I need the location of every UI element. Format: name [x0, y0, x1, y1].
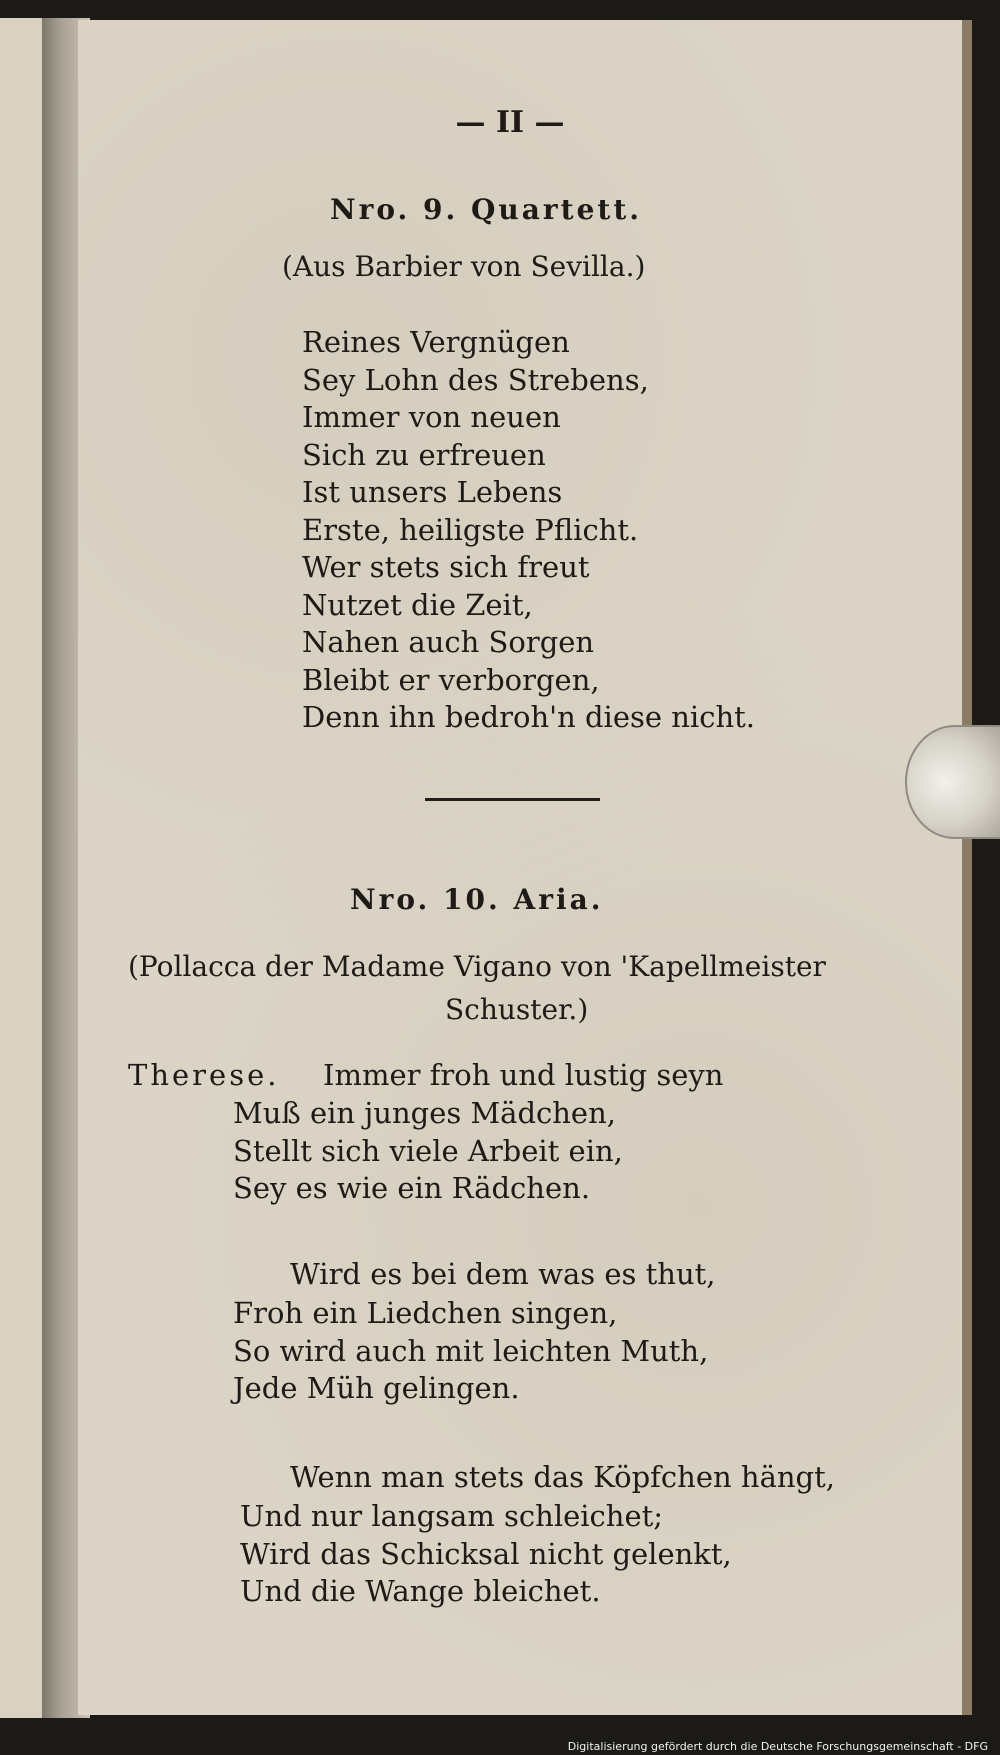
verse-line: Sey Lohn des Strebens,: [302, 362, 649, 397]
speaker-name: Therese.: [128, 1058, 280, 1092]
verse-line: Nutzet die Zeit,: [302, 587, 533, 622]
stanza-3-first-line: Wenn man stets das Köpfchen hängt,: [290, 1460, 835, 1494]
verse-line: Jede Müh gelingen.: [233, 1371, 520, 1405]
section-subtitle-10-line1: (Pollacca der Madame Vigano von 'Kapellmeister: [128, 950, 826, 983]
verse-line: Und die Wange bleichet.: [240, 1574, 601, 1608]
verse-line: Sey es wie ein Rädchen.: [233, 1171, 591, 1205]
verse-line: Wird das Schicksal nicht gelenkt,: [240, 1536, 732, 1571]
section-subtitle-10-line2: Schuster.): [445, 993, 589, 1026]
verse-line: Erste, heiligste Pflicht.: [302, 512, 639, 547]
previous-page-edge: [0, 18, 42, 1718]
verse-line: Denn ihn bedroh'n diese nicht.: [302, 700, 755, 734]
page-number: — II —: [455, 105, 565, 140]
section-heading-10: Nro. 10. Aria.: [350, 883, 604, 916]
section-divider: [425, 798, 600, 801]
verse-quartett: [302, 324, 755, 737]
stanza-3: [240, 1498, 732, 1611]
stanza-1-first-line: Immer froh und lustig seyn: [323, 1058, 724, 1092]
verse-line: Reines Vergnügen: [302, 325, 570, 359]
verse-line: Bleibt er verborgen,: [302, 662, 600, 697]
verse-line: Immer von neuen: [302, 400, 561, 434]
verse-line: So wird auch mit leichten Muth,: [233, 1333, 709, 1368]
stanza-2-first-line: Wird es bei dem was es thut,: [290, 1257, 716, 1291]
section-subtitle-9: (Aus Barbier von Sevilla.): [282, 250, 646, 283]
verse-line: Ist unsers Lebens: [302, 475, 563, 509]
verse-line: Froh ein Liedchen singen,: [233, 1296, 618, 1330]
section-heading-9: Nro. 9. Quartett.: [330, 193, 643, 226]
dfg-credit-footer: Digitalisierung gefördert durch die Deutsche Forschungsgemeinschaft - DFG: [567, 1740, 988, 1753]
verse-line: Und nur langsam schleichet;: [240, 1499, 664, 1533]
page-edge: [962, 20, 972, 1715]
verse-line: Wer stets sich freut: [302, 550, 590, 584]
stanza-1: [233, 1095, 623, 1208]
verse-line: Stellt sich viele Arbeit ein,: [233, 1133, 623, 1168]
page-clip-icon: [905, 725, 1000, 839]
verse-line: Nahen auch Sorgen: [302, 625, 595, 659]
verse-line: Sich zu erfreuen: [302, 437, 546, 472]
stanza-2: [233, 1295, 708, 1408]
verse-line: Muß ein junges Mädchen,: [233, 1096, 616, 1130]
